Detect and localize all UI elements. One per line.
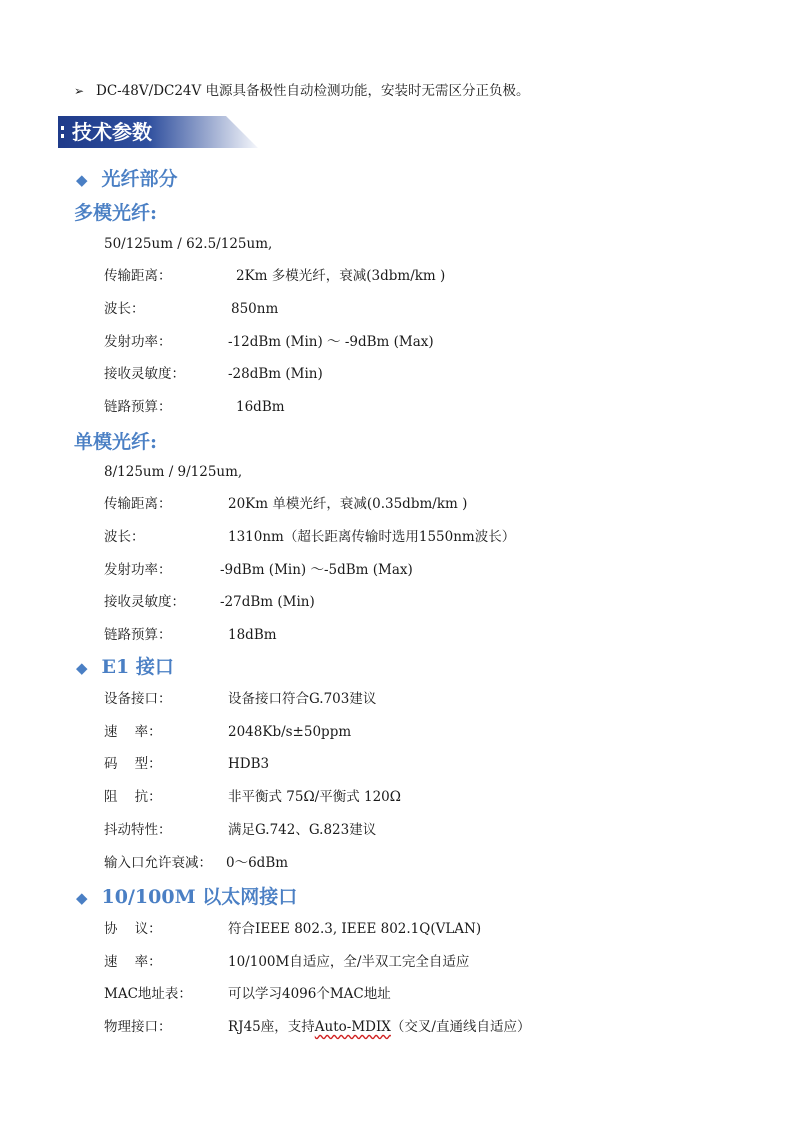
row-value: -12dBm (Min) ～ -9dBm (Max) [228,334,434,350]
multimode-row [104,364,664,384]
ethernet-row [104,919,664,939]
row-value: HDB3 [228,756,270,772]
ethernet-row [104,952,664,972]
row-label: 协 议： [104,921,162,937]
row-value: 0～6dBm [226,855,289,871]
row-label: 传输距离： [104,496,172,512]
row-label: 波长： [104,529,145,545]
e1-row [104,689,664,709]
diamond-bullet-icon: ◆ [76,171,88,189]
multimode-row [104,266,664,286]
row-label: 阻 抗： [104,789,162,805]
ethernet-row [104,1017,704,1037]
subheading-singlemode: 单模光纤: [74,431,158,453]
singlemode-row [104,592,664,612]
diamond-bullet-icon: ◆ [76,889,88,907]
singlemode-row [104,560,664,580]
row-value: 符合IEEE 802.3, IEEE 802.1Q(VLAN) [228,921,482,937]
e1-row [104,787,664,807]
row-value: 2Km 多模光纤，衰减(3dbm/km ) [236,268,446,284]
row-label: 接收灵敏度： [104,366,185,382]
row-label: 输入口允许衰减： [104,855,212,871]
row-value: 设备接口符合G.703建议 [228,691,377,707]
row-label: 速 率： [104,724,162,740]
spellcheck-underlined-text: Auto-MDIX [314,1019,391,1035]
row-label: 抖动特性： [104,822,172,838]
row-label: 码 型： [104,756,162,772]
section-banner [58,116,258,148]
row-label: 接收灵敏度： [104,594,185,610]
e1-row [104,754,664,774]
row-label: MAC地址表： [104,986,192,1002]
row-value: 20Km 单模光纤，衰减(0.35dbm/km ) [228,496,468,512]
e1-row [104,820,664,840]
row-value: 10/100M自适应，全/半双工完全自适应 [228,954,470,970]
row-value: -28dBm (Min) [228,366,323,382]
diamond-bullet-icon: ◆ [76,659,88,677]
row-label: 传输距离： [104,268,172,284]
row-label: 速 率： [104,954,162,970]
row-label: 波长： [104,301,145,317]
e1-row [104,853,664,873]
singlemode-row [104,625,664,645]
intro-bullet [74,80,530,102]
section-heading-e1: ◆ E1 接口 [76,656,174,678]
row-label: 发射功率： [104,334,172,350]
row-value: 850nm [231,301,279,317]
row-value: 1310nm（超长距离传输时选用1550nm波长） [228,529,516,545]
row-label: 链路预算： [104,627,172,643]
multimode-row [104,332,664,352]
row-label: 发射功率： [104,562,172,578]
multimode-spec: 50/125um / 62.5/125um, [104,236,273,252]
ethernet-row [104,984,664,1004]
e1-row [104,722,664,742]
banner-title: 技术参数 [72,120,152,144]
row-value: 18dBm [228,627,277,643]
row-value: -9dBm (Min) ～-5dBm (Max) [220,562,413,578]
singlemode-row [104,527,664,547]
row-value: 可以学习4096个MAC地址 [228,986,391,1002]
row-value: RJ45座，支持Auto-MDIX（交叉/直通线自适应） [228,1019,531,1035]
row-label: 链路预算： [104,399,172,415]
row-value: 16dBm [236,399,285,415]
arrow-bullet-icon: ➢ [74,84,85,98]
row-value: 满足G.742、G.823建议 [228,822,377,838]
subheading-multimode: 多模光纤: [74,202,158,224]
multimode-row [104,397,664,417]
section-heading-fiber: ◆ 光纤部分 [76,168,178,190]
row-label: 设备接口： [104,691,172,707]
singlemode-row [104,494,664,514]
row-value: -27dBm (Min) [220,594,315,610]
row-value: 2048Kb/s±50ppm [228,724,352,740]
section-heading-ethernet: ◆ 10/100M 以太网接口 [76,886,298,908]
row-label: 物理接口： [104,1019,172,1035]
intro-bullet-text: DC-48V/DC24V 电源具备极性自动检测功能，安装时无需区分正负极。 [96,83,530,99]
row-value: 非平衡式 75Ω/平衡式 120Ω [228,789,401,805]
singlemode-spec: 8/125um / 9/125um, [104,464,243,480]
multimode-row [104,299,664,319]
